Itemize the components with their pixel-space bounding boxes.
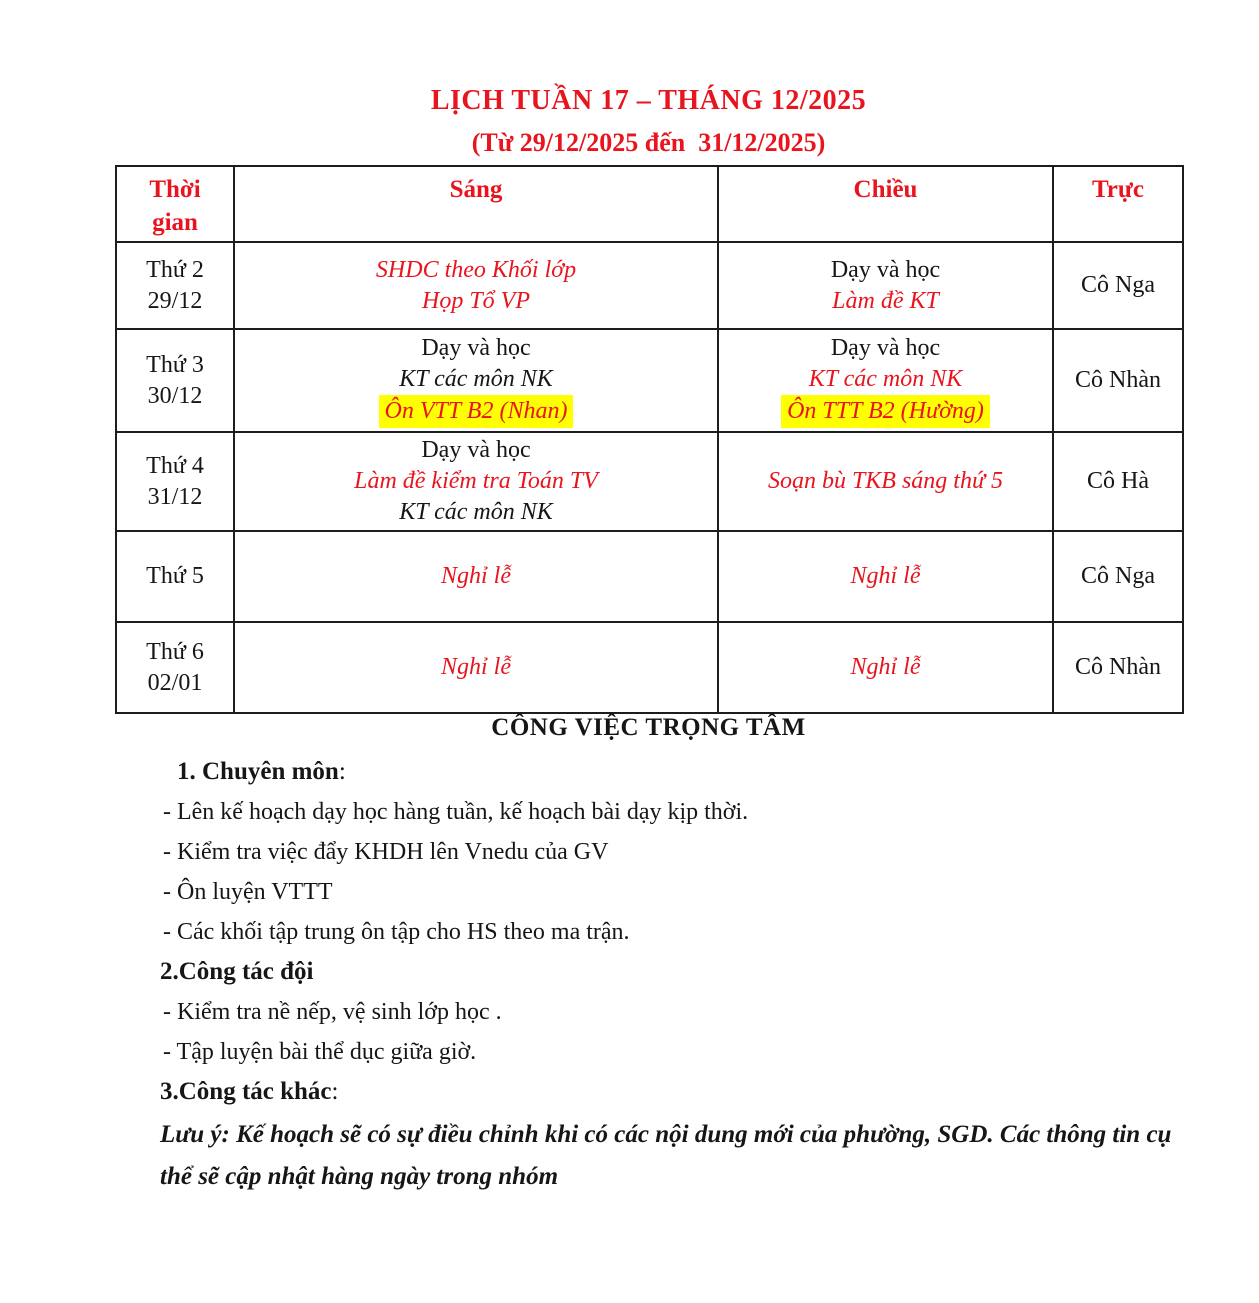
cell-morning xyxy=(234,622,718,713)
cell-morning xyxy=(234,329,718,432)
day-label: Thứ 5 xyxy=(146,563,204,589)
table-row-friday xyxy=(116,622,1183,713)
activity: KT các môn NK xyxy=(399,499,553,525)
activity: KT các môn NK xyxy=(399,366,553,392)
cell-day xyxy=(116,242,234,329)
cell-afternoon xyxy=(718,242,1053,329)
day-label: Thứ 6 xyxy=(146,638,204,665)
cell-duty: Cô Hà xyxy=(1053,432,1183,531)
activity: Nghỉ lễ xyxy=(441,654,511,680)
tasks-heading: CÔNG VIỆC TRỌNG TÂM xyxy=(491,714,806,741)
note-paragraph: Lưu ý: Kế hoạch sẽ có sự điều chỉnh khi có các nội dung mới của phường, SGD. Các thông tin cụ thể sẽ cập nhật hàng ngày trong nhóm xyxy=(160,1121,1172,1190)
header-afternoon: Chiều xyxy=(718,166,1053,242)
header-morning: Sáng xyxy=(234,166,718,242)
activity: Dạy và học xyxy=(830,335,941,361)
activity: Nghỉ lễ xyxy=(850,654,921,680)
cell-morning xyxy=(234,242,718,329)
cell-duty: Cô Nhàn xyxy=(1053,622,1183,713)
activity: Nghỉ lễ xyxy=(441,563,511,589)
activity-highlighted: Ôn TTT B2 (Hường) xyxy=(723,395,1048,428)
activity: Soạn bù TKB sáng thứ 5 xyxy=(767,468,1004,494)
cell-afternoon xyxy=(718,622,1053,713)
day-label: Thứ 4 xyxy=(146,452,204,479)
cell-duty: Cô Nhàn xyxy=(1053,329,1183,432)
cell-duty: Cô Nga xyxy=(1053,531,1183,622)
table-header-row xyxy=(116,166,1183,242)
cell-day xyxy=(116,531,234,622)
cell-day xyxy=(116,622,234,713)
task-item: - Các khối tập trung ôn tập cho HS theo ma trận. xyxy=(163,919,630,945)
activity: Họp Tổ VP xyxy=(422,287,530,314)
activity: Dạy và học xyxy=(421,437,531,463)
header-time: Thời gian xyxy=(116,166,234,242)
title-line-2: (Từ 29/12/2025 đến 31/12/2025) xyxy=(471,128,826,157)
task-item: - Kiểm tra nề nếp, vệ sinh lớp học . xyxy=(163,999,502,1025)
task-item: - Tập luyện bài thể dục giữa giờ. xyxy=(163,1039,477,1065)
activity: Dạy và học xyxy=(421,335,531,361)
section-3-title: 3.Công tác khác: xyxy=(160,1078,339,1105)
activity: KT các môn NK xyxy=(808,366,963,392)
day-date: 29/12 xyxy=(147,287,203,314)
section-1-title: 1. Chuyên môn: xyxy=(177,758,346,785)
table-row-tuesday xyxy=(116,329,1183,432)
day-date: 30/12 xyxy=(147,382,203,409)
cell-afternoon xyxy=(718,531,1053,622)
activity-highlighted: Ôn VTT B2 (Nhan) xyxy=(239,395,713,428)
cell-day xyxy=(116,329,234,432)
cell-day xyxy=(116,432,234,531)
cell-duty: Cô Nga xyxy=(1053,242,1183,329)
weekly-schedule-table xyxy=(115,165,1184,714)
cell-morning xyxy=(234,432,718,531)
task-item: - Lên kế hoạch dạy học hàng tuần, kế hoạch bài dạy kịp thời. xyxy=(163,799,749,825)
table-row-monday xyxy=(116,242,1183,329)
day-date: 31/12 xyxy=(147,483,203,510)
cell-afternoon xyxy=(718,329,1053,432)
activity: SHDC theo Khối lớp xyxy=(375,256,577,283)
activity: Nghỉ lễ xyxy=(850,563,921,589)
day-label: Thứ 3 xyxy=(146,351,204,378)
table-row-thursday xyxy=(116,531,1183,622)
cell-morning xyxy=(234,531,718,622)
title-line-1: LỊCH TUẦN 17 – THÁNG 12/2025 xyxy=(430,85,867,116)
activity: Dạy và học xyxy=(830,256,941,283)
header-duty: Trực xyxy=(1053,166,1183,242)
task-item: - Ôn luyện VTTT xyxy=(163,879,333,905)
task-item: - Kiểm tra việc đẩy KHDH lên Vnedu của GV xyxy=(163,839,609,865)
activity: Làm đề KT xyxy=(832,287,939,314)
day-date: 02/01 xyxy=(147,669,203,696)
document-title xyxy=(115,80,1182,164)
section-2-title: 2.Công tác đội xyxy=(160,958,314,985)
activity: Làm đề kiểm tra Toán TV xyxy=(354,468,598,494)
table-row-wednesday xyxy=(116,432,1183,531)
cell-afternoon xyxy=(718,432,1053,531)
day-label: Thứ 2 xyxy=(146,256,204,283)
key-tasks-section xyxy=(115,710,1182,1198)
